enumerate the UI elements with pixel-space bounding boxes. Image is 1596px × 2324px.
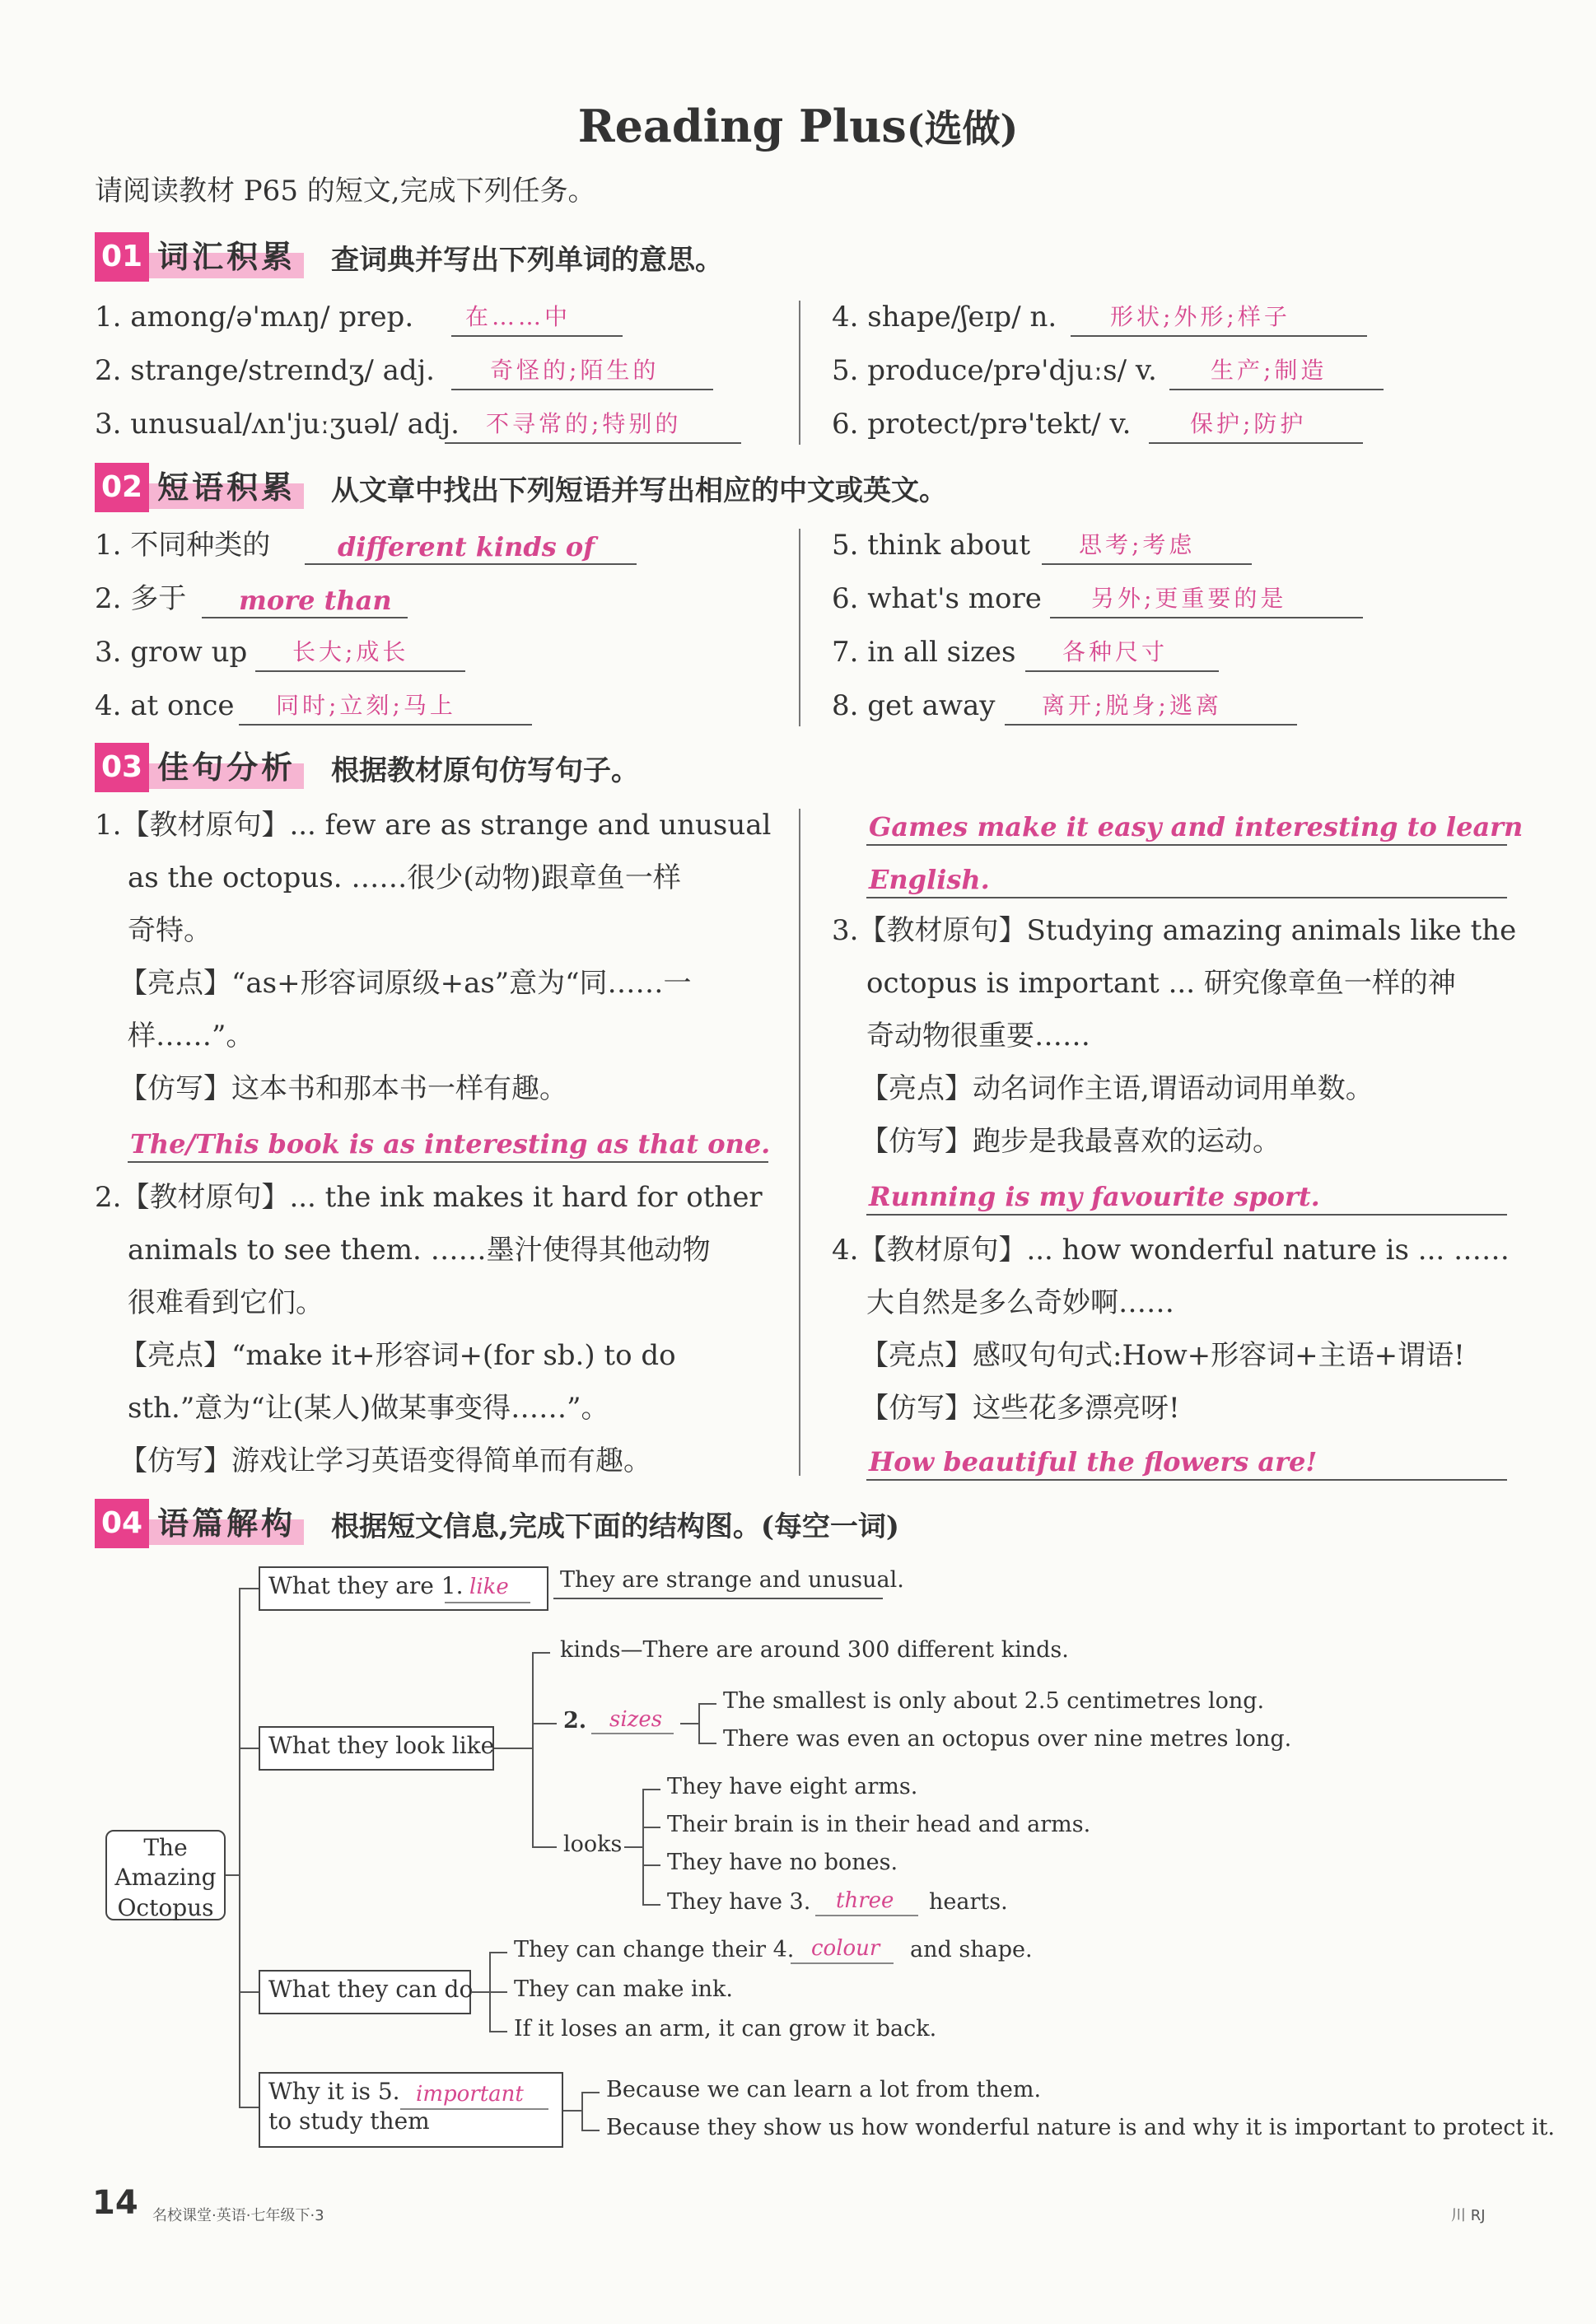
look-item-1: They have eight arms. [667, 1774, 918, 1799]
branch-2-spine [532, 1652, 534, 1846]
vocab-q1: 1. among/ə'mʌŋ/ prep. [95, 301, 414, 334]
phrase-q7: 7. in all sizes [832, 636, 1016, 669]
do-3-connector [489, 2031, 507, 2032]
section-01-badge [95, 231, 304, 283]
section-02-divider [799, 529, 800, 726]
phrase-a3: 长大;成长 [292, 638, 409, 665]
branch-what-they-look-like [259, 1726, 494, 1771]
kinds-text: kinds—There are around 300 different kinds. [560, 1637, 1069, 1663]
q2-line-3: 很难看到它们。 [128, 1286, 324, 1319]
vocab-a4: 形状;外形;样子 [1110, 303, 1290, 330]
q1-answer: The/This book is as interesting as that one. [130, 1128, 771, 1160]
section-03-divider [799, 809, 800, 1476]
phrase-q1: 1. 不同种类的 [95, 529, 271, 562]
looks-out [624, 1846, 642, 1848]
section-01-divider [799, 301, 800, 445]
vocab-q4: 4. shape/ʃeɪp/ n. [832, 301, 1057, 334]
q4-answer-line [866, 1479, 1507, 1481]
reason-1-connector [581, 2092, 600, 2093]
section-04-name: 语篇解构 [149, 1502, 304, 1545]
section-02-number: 02 [95, 463, 149, 512]
q3-line-4: 【亮点】动名词作主语,谓语动词用单数。 [861, 1072, 1374, 1105]
branch-4-label-2: to study them [268, 2107, 430, 2135]
sizes-out [680, 1723, 698, 1724]
section-04-number: 04 [95, 1499, 149, 1548]
phrase-a5: 思考;考虑 [1079, 531, 1196, 558]
section-03-name: 佳句分析 [149, 746, 304, 789]
q4-line-2: 大自然是多么奇妙啊…… [866, 1286, 1174, 1319]
edition-mark: 川 RJ [1451, 2207, 1486, 2224]
branch-1-desc: They are strange and unusual. [560, 1567, 904, 1593]
q1-line-2: as the octopus. ……很少(动物)跟章鱼一样 [128, 861, 681, 894]
answer-2-blank [591, 1733, 674, 1734]
looks-connector [532, 1846, 557, 1848]
phrase-a7: 各种尺寸 [1062, 638, 1169, 665]
q2-line-4: 【亮点】“make it+形容词+(for sb.) to do [119, 1339, 676, 1372]
do-item-3: If it loses an arm, it can grow it back. [514, 2016, 937, 2042]
phrase-q3: 3. grow up [95, 636, 248, 669]
branch-4-out [563, 2110, 581, 2112]
reason-1: Because we can learn a lot from them. [606, 2077, 1042, 2102]
vocab-blank-5 [1169, 389, 1384, 390]
looks-label: looks [563, 1832, 623, 1857]
q3-answer-line [866, 1214, 1507, 1216]
branch-3-out [471, 1991, 489, 1993]
q2-answer-line-1 [866, 844, 1507, 846]
series-name: 名校课堂·英语·七年级下·3 [152, 2207, 324, 2224]
phrase-q4: 4. at once [95, 689, 235, 722]
q2-answer-line-2 [866, 897, 1507, 898]
answer-3-blank [815, 1915, 918, 1916]
title-suffix: (选做) [906, 106, 1019, 151]
section-02-badge [95, 461, 304, 514]
section-01-name: 词汇积累 [149, 236, 304, 278]
looks-spine [642, 1789, 644, 1904]
section-02-name: 短语积累 [149, 466, 304, 509]
phrase-a6: 另外;更重要的是 [1091, 585, 1287, 612]
vocab-a2: 奇怪的;陌生的 [490, 357, 660, 384]
root-line-3: Octopus [117, 1893, 214, 1921]
branch-2-label: What they look like [268, 1732, 495, 1759]
branch-1-desc-underline [553, 1598, 883, 1599]
branch-3-label: What they can do [268, 1976, 474, 2003]
do-item-2: They can make ink. [514, 1976, 733, 2002]
phrase-blank-8 [1005, 724, 1297, 726]
root-box [105, 1830, 226, 1920]
q3-line-1: 3.【教材原句】Studying amazing animals like the [832, 914, 1517, 947]
section-02-instruction: 从文章中找出下列短语并写出相应的中文或英文。 [331, 474, 947, 507]
phrase-blank-3 [255, 670, 465, 672]
q2-line-5: sth.”意为“让(某人)做某事变得……”。 [128, 1392, 609, 1425]
hearts-suffix: hearts. [929, 1889, 1008, 1915]
sizes-connector [532, 1723, 557, 1724]
section-03-number: 03 [95, 743, 149, 792]
phrase-blank-4 [239, 724, 532, 726]
branch-2-connector [239, 1748, 259, 1749]
section-04-badge [95, 1497, 304, 1550]
look-item-3: They have no bones. [667, 1850, 898, 1875]
do-item-1-prefix: They can change their 4. [514, 1937, 795, 1962]
page-number: 14 [92, 2184, 138, 2222]
page-title [0, 99, 1596, 153]
section-01-number: 01 [95, 232, 149, 282]
q1-line-1: 1.【教材原句】... few are as strange and unusual [95, 809, 772, 842]
section-03-badge [95, 741, 304, 794]
vocab-blank-2 [451, 389, 713, 390]
branch-4-connector [239, 2107, 259, 2108]
q4-line-1: 4.【教材原句】... how wonderful nature is ... …… [832, 1234, 1510, 1267]
reason-2-connector [581, 2130, 600, 2131]
vocab-a1: 在……中 [465, 303, 572, 330]
vocab-q5: 5. produce/prə'djuːs/ v. [832, 354, 1157, 387]
branch-3-connector [239, 1991, 259, 1993]
section-01-instruction: 查词典并写出下列单词的意思。 [331, 244, 723, 277]
root-line-2: Amazing [114, 1864, 217, 1892]
size-2-connector [698, 1743, 716, 1744]
section-03-instruction: 根据教材原句仿写句子。 [331, 754, 639, 787]
branch-4-label-1: Why it is 5. [268, 2078, 400, 2105]
answer-2-number: 2. [563, 1708, 587, 1734]
answer-3: three [836, 1888, 894, 1913]
vocab-a5: 生产;制造 [1211, 357, 1328, 384]
phrase-q5: 5. think about [832, 529, 1031, 562]
phrase-blank-6 [1050, 617, 1363, 618]
q4-line-3: 【亮点】感叹句句式:How+形容词+主语+谓语! [861, 1339, 1465, 1372]
vocab-blank-1 [451, 335, 623, 337]
look-4-connector [642, 1904, 660, 1906]
branch-1-label: What they are 1. [268, 1572, 464, 1599]
do-1-connector [489, 1952, 507, 1953]
vocab-a6: 保护;防护 [1190, 410, 1307, 437]
phrase-blank-1 [305, 563, 637, 565]
branch-what-they-can-do [259, 1970, 474, 2014]
intro-text: 请阅读教材 P65 的短文,完成下列任务。 [95, 175, 596, 208]
q3-line-3: 奇动物很重要…… [866, 1020, 1090, 1052]
do-2-connector [489, 1991, 507, 1993]
q1-line-6: 【仿写】这本书和那本书一样有趣。 [119, 1072, 567, 1105]
size-item-1: The smallest is only about 2.5 centimetres long. [723, 1688, 1265, 1714]
q1-line-4: 【亮点】“as+形容词原级+as”意为“同……一 [119, 967, 692, 1000]
phrase-a2: more than [239, 585, 392, 616]
phrase-blank-5 [1042, 563, 1252, 565]
vocab-a3: 不寻常的;特别的 [486, 410, 682, 437]
answer-4-blank [791, 1962, 894, 1964]
answer-2: sizes [609, 1707, 663, 1732]
phrase-a4: 同时;立刻;马上 [276, 692, 456, 719]
look-item-2: Their brain is in their head and arms. [667, 1812, 1091, 1837]
reason-2: Because they show us how wonderful nature is and why it is important to protect it. [606, 2115, 1555, 2140]
q2-line-1: 2.【教材原句】... the ink makes it hard for other [95, 1181, 763, 1214]
vocab-blank-6 [1149, 442, 1363, 444]
q2-answer-2: English. [869, 864, 990, 895]
vocab-q2: 2. strange/streɪndʒ/ adj. [95, 354, 435, 387]
answer-1: like [469, 1575, 509, 1599]
phrase-q6: 6. what's more [832, 582, 1042, 615]
q2-line-6: 【仿写】游戏让学习英语变得简单而有趣。 [119, 1444, 651, 1477]
root-line-1: The [143, 1834, 188, 1861]
q4-answer: How beautiful the flowers are! [869, 1446, 1318, 1477]
section-04-instruction: 根据短文信息,完成下面的结构图。(每空一词) [331, 1510, 900, 1543]
root-spine [239, 1588, 240, 2107]
look-3-connector [642, 1864, 660, 1866]
size-item-2: There was even an octopus over nine metres long. [723, 1726, 1292, 1752]
vocab-blank-4 [1071, 335, 1367, 337]
phrase-blank-7 [1025, 670, 1219, 672]
phrase-a1: different kinds of [338, 531, 595, 562]
vocab-q6: 6. protect/prə'tekt/ v. [832, 408, 1132, 441]
q2-line-2: animals to see them. ……墨汁使得其他动物 [128, 1234, 711, 1267]
phrase-q8: 8. get away [832, 689, 996, 722]
vocab-q3: 3. unusual/ʌn'juːʒuəl/ adj. [95, 408, 460, 441]
answer-1-blank [445, 1602, 530, 1603]
phrase-q2: 2. 多于 [95, 582, 187, 615]
title-main: Reading Plus [577, 100, 907, 152]
phrase-blank-2 [202, 617, 408, 618]
q1-answer-line [128, 1161, 768, 1163]
sizes-spine [698, 1703, 700, 1743]
answer-4: colour [811, 1936, 880, 1961]
vocab-blank-3 [445, 442, 741, 444]
size-1-connector [698, 1703, 716, 1705]
q1-line-5: 样……”。 [128, 1020, 254, 1052]
answer-5: important [416, 2082, 524, 2107]
q4-line-4: 【仿写】这些花多漂亮呀! [861, 1392, 1180, 1425]
hearts-prefix: They have 3. [667, 1889, 811, 1915]
q1-line-3: 奇特。 [128, 914, 212, 947]
look-1-connector [642, 1789, 660, 1790]
phrase-a8: 离开;脱身;逃离 [1042, 692, 1222, 719]
look-2-connector [642, 1827, 660, 1828]
answer-5-blank [400, 2108, 548, 2110]
kinds-connector [532, 1652, 550, 1654]
q3-line-5: 【仿写】跑步是我最喜欢的运动。 [861, 1125, 1281, 1158]
branch-2-out [494, 1748, 532, 1749]
do-item-1-suffix: and shape. [910, 1937, 1033, 1962]
branch-1-connector [239, 1588, 259, 1589]
root-connector [226, 1874, 239, 1876]
q3-answer: Running is my favourite sport. [869, 1181, 1320, 1212]
q2-answer-1: Games make it easy and interesting to learn [869, 811, 1524, 842]
q3-line-2: octopus is important ... 研究像章鱼一样的神 [866, 967, 1456, 1000]
branch-4-spine [581, 2092, 583, 2130]
